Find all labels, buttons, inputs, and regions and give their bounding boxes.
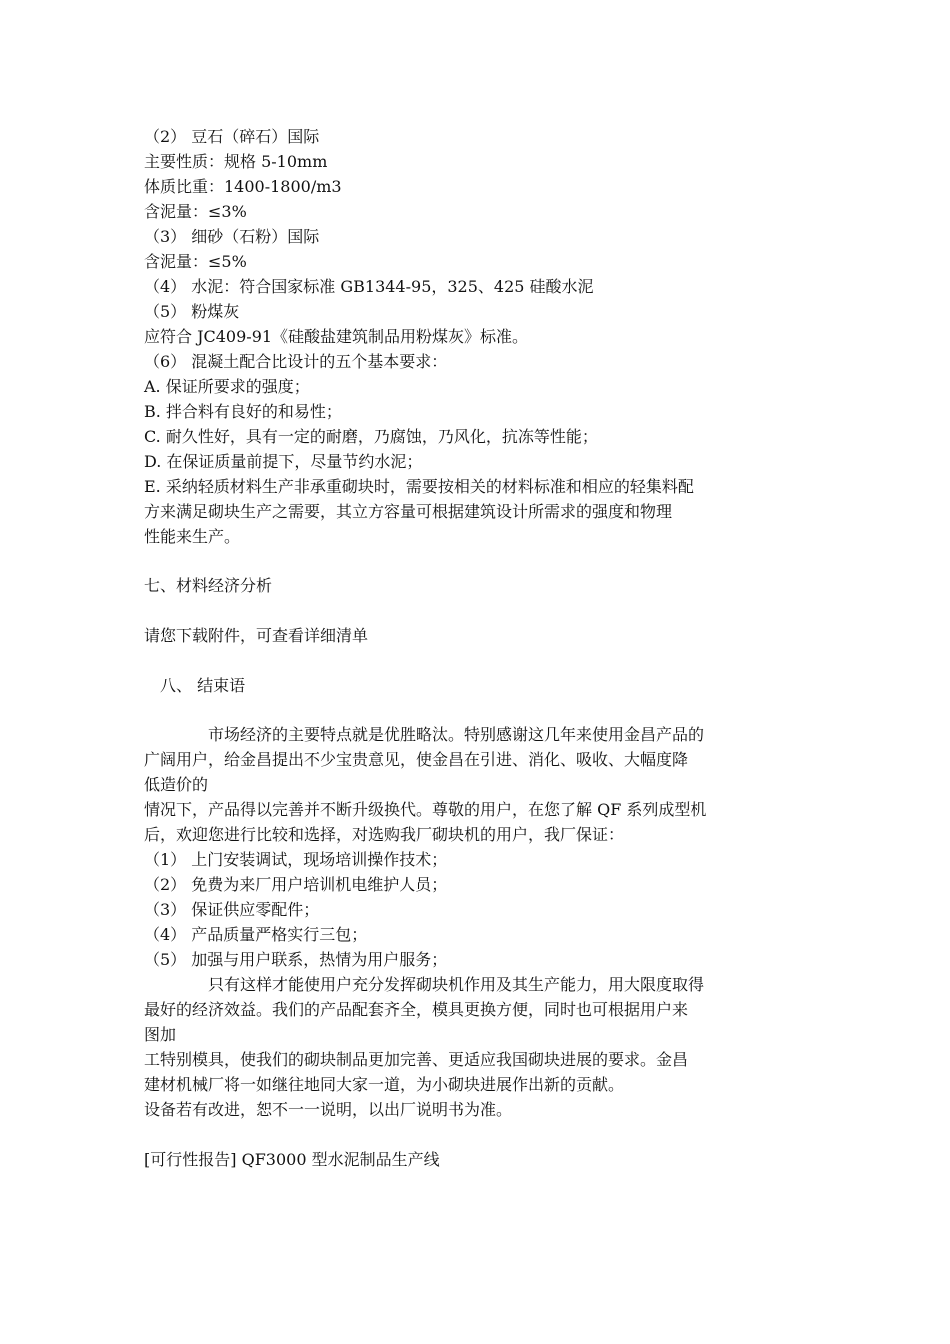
text-line: A. 保证所要求的强度； — [144, 377, 310, 396]
list-item: （4） 产品质量严格实行三包； — [144, 925, 368, 944]
text-line: 工特别模具，使我们的砌块制品更加完善、更适应我国砌块进展的要求。金昌 — [144, 1050, 689, 1069]
section-heading: 七、材料经济分析 — [144, 576, 273, 595]
text-line: 最好的经济效益。我们的产品配套齐全，模具更换方便，同时也可根据用户来 — [144, 1000, 689, 1019]
text-line: 体质比重：1400-1800/m3 — [144, 177, 342, 196]
list-item: （5） 加强与用户联系，热情为用户服务； — [144, 950, 448, 969]
text-line: 设备若有改进，恕不一一说明，以出厂说明书为准。 — [144, 1100, 513, 1119]
text-line: 市场经济的主要特点就是优胜略汰。特别感谢这几年来使用金昌产品的 — [208, 725, 705, 744]
text-line: E. 采纳轻质材料生产非承重砌块时，需要按相关的材料标准和相应的轻集料配 — [144, 477, 694, 496]
text-line: 请您下载附件，可查看详细清单 — [144, 626, 369, 645]
text-line: C. 耐久性好，具有一定的耐磨，乃腐蚀，乃风化，抗冻等性能； — [144, 427, 598, 446]
text-line: （5） 粉煤灰 — [144, 302, 240, 321]
text-line: （4） 水泥：符合国家标准 GB1344-95，325、425 硅酸水泥 — [144, 277, 594, 296]
text-line: 应符合 JC409-91《硅酸盐建筑制品用粉煤灰》标准。 — [144, 327, 529, 346]
list-item: （2） 免费为来厂用户培训机电维护人员； — [144, 875, 448, 894]
text-line: 性能来生产。 — [144, 527, 241, 546]
text-line: D. 在保证质量前提下，尽量节约水泥； — [144, 452, 423, 471]
document-footer-title: [可行性报告] QF3000 型水泥制品生产线 — [144, 1150, 440, 1169]
text-line: （2） 豆石（碎石）国际 — [144, 127, 320, 146]
text-line: 广阔用户，给金昌提出不少宝贵意见，使金昌在引进、消化、吸收、大幅度降 — [144, 750, 689, 769]
text-line: B. 拌合料有良好的和易性； — [144, 402, 342, 421]
text-line: 含泥量：≤3% — [144, 202, 247, 221]
list-item: （1） 上门安装调试，现场培训操作技术； — [144, 850, 448, 869]
text-line: 含泥量：≤5% — [144, 252, 247, 271]
text-line: （6） 混凝土配合比设计的五个基本要求： — [144, 352, 448, 371]
text-line: 后，欢迎您进行比较和选择，对选购我厂砌块机的用户，我厂保证： — [144, 825, 625, 844]
list-item: （3） 保证供应零配件； — [144, 900, 320, 919]
text-line: 情况下，产品得以完善并不断升级换代。尊敬的用户，在您了解 QF 系列成型机 — [144, 800, 707, 819]
section-heading: 八、 结束语 — [160, 676, 246, 695]
text-line: 只有这样才能使用户充分发挥砌块机作用及其生产能力，用大限度取得 — [208, 975, 705, 994]
text-line: 主要性质：规格 5-10mm — [144, 152, 328, 171]
text-line: （3） 细砂（石粉）国际 — [144, 227, 320, 246]
text-line: 建材机械厂将一如继往地同大家一道，为小砌块进展作出新的贡献。 — [144, 1075, 625, 1094]
text-line: 图加 — [144, 1025, 177, 1044]
text-line: 方来满足砌块生产之需要，其立方容量可根据建筑设计所需求的强度和物理 — [144, 502, 673, 521]
text-line: 低造价的 — [144, 775, 209, 794]
